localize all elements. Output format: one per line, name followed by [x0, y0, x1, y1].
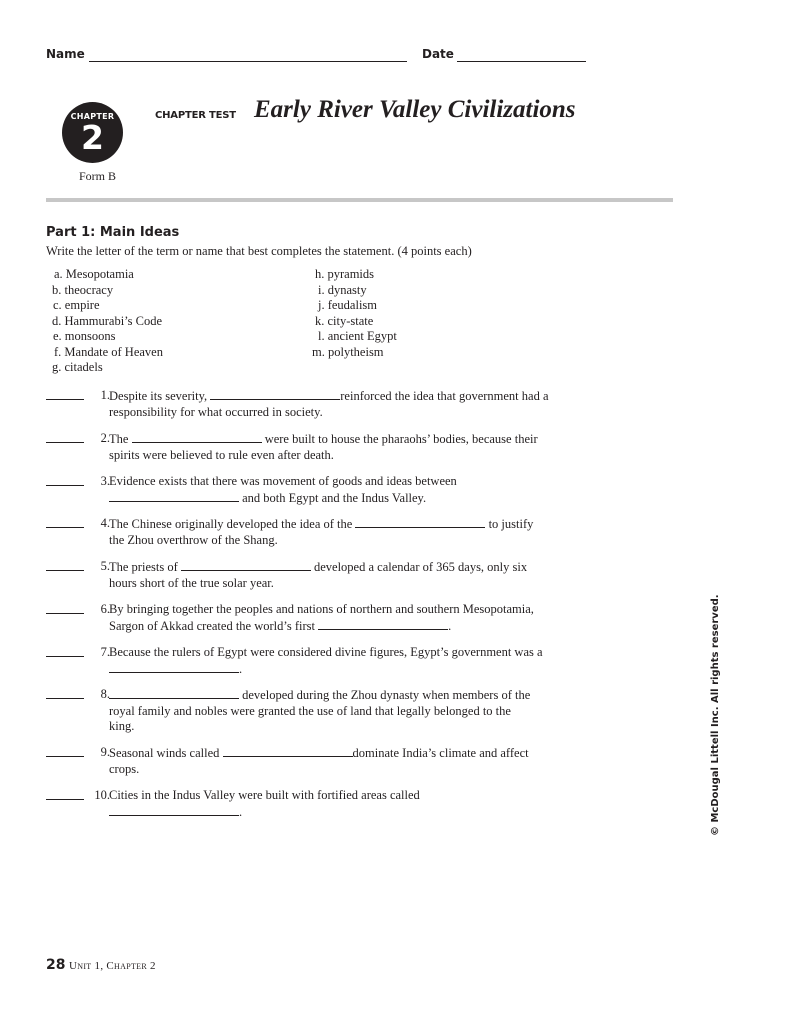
- question-text: Seasonal winds called dominate India’s climate and affect crops.: [109, 746, 529, 776]
- answer-blank[interactable]: [46, 431, 84, 443]
- question-number: 5.: [100, 559, 110, 573]
- fill-blank: [223, 745, 353, 757]
- instructions: Write the letter of the term or name that best completes the statement. (4 points each): [46, 244, 472, 258]
- question-number: 9.: [100, 745, 110, 759]
- term-item: g. citadels: [52, 360, 103, 374]
- term-item: h. pyramids: [315, 267, 375, 281]
- chapter-word: CHAPTER: [70, 112, 115, 121]
- question-text: developed during the Zhou dynasty when members of the royal family and nobles were granted the use of land that legally belonged to the king.: [109, 688, 531, 733]
- term-item: e. monsoons: [53, 329, 116, 343]
- question-number: 2.: [100, 431, 110, 445]
- term-item: i. dynasty: [318, 283, 367, 297]
- term-item: d. Hammurabi’s Code: [52, 314, 163, 328]
- question-number: 6.: [100, 602, 110, 616]
- chapter-badge: [62, 102, 123, 163]
- question-number: 4.: [100, 516, 110, 530]
- fill-blank: [355, 516, 485, 528]
- question-number: 3.: [100, 474, 110, 488]
- term-item: f. Mandate of Heaven: [54, 345, 163, 359]
- term-item: a. Mesopotamia: [54, 267, 134, 281]
- answer-blank[interactable]: [46, 788, 84, 800]
- answer-blank[interactable]: [46, 388, 84, 400]
- question-text: The were built to house the pharaohs’ bodies, because their spirits were believed to rule even after death.: [109, 432, 538, 462]
- question-text: Cities in the Indus Valley were built with fortified areas called .: [109, 788, 420, 819]
- question-text: The priests of developed a calendar of 365 days, only six hours short of the true solar year.: [109, 560, 528, 590]
- fill-blank: [109, 804, 239, 816]
- term-item: l. ancient Egypt: [318, 329, 397, 343]
- part-title: Part 1: Main Ideas: [46, 225, 180, 240]
- term-item: j. feudalism: [318, 298, 378, 312]
- term-item: k. city-state: [315, 314, 374, 328]
- form-label: Form B: [79, 169, 117, 183]
- question-number: 7.: [100, 645, 110, 659]
- answer-blank[interactable]: [46, 645, 84, 657]
- copyright-notice: © McDougal Littell Inc. All rights reserved.: [710, 594, 721, 836]
- fill-blank: [109, 687, 239, 699]
- fill-blank: [132, 431, 262, 443]
- question-number: 1.: [100, 388, 110, 402]
- question-number: 8.: [100, 687, 110, 701]
- footer-unit-chapter: Unit 1, Chapter 2: [69, 960, 156, 972]
- name-field[interactable]: [89, 49, 407, 62]
- question-text: By bringing together the peoples and nations of northern and southern Mesopotamia, Sargon of Akkad created the world’s first .: [109, 602, 534, 633]
- chapter-number: 2: [81, 118, 104, 157]
- question-text: Because the rulers of Egypt were considered divine figures, Egypt’s government was a .: [109, 645, 543, 676]
- fill-blank: [210, 388, 340, 400]
- fill-blank: [109, 490, 239, 502]
- question-text: Evidence exists that there was movement of goods and ideas between and both Egypt and the Indus Valley.: [109, 474, 457, 505]
- answer-blank[interactable]: [46, 559, 84, 571]
- chapter-test-label: CHAPTER TEST: [155, 110, 236, 121]
- date-field[interactable]: [457, 49, 586, 62]
- term-item: c. empire: [53, 298, 100, 312]
- answer-blank[interactable]: [46, 602, 84, 614]
- answer-blank[interactable]: [46, 687, 84, 699]
- question-text: Despite its severity, reinforced the idea that government had a responsibility for what occurred in society.: [109, 389, 549, 419]
- divider-rule: [46, 198, 673, 202]
- fill-blank: [318, 618, 448, 630]
- page-number: 28: [46, 957, 66, 973]
- name-label: Name: [46, 47, 85, 61]
- answer-blank[interactable]: [46, 745, 84, 757]
- fill-blank: [109, 661, 239, 673]
- date-label: Date: [422, 47, 454, 61]
- term-item: b. theocracy: [52, 283, 114, 297]
- question-text: The Chinese originally developed the idea of the to justify the Zhou overthrow of the Shang.: [109, 517, 534, 547]
- question-number: 10.: [94, 788, 110, 802]
- page-title: Early River Valley Civilizations: [254, 96, 576, 123]
- fill-blank: [181, 559, 311, 571]
- answer-blank[interactable]: [46, 516, 84, 528]
- term-item: m. polytheism: [312, 345, 384, 359]
- answer-blank[interactable]: [46, 474, 84, 486]
